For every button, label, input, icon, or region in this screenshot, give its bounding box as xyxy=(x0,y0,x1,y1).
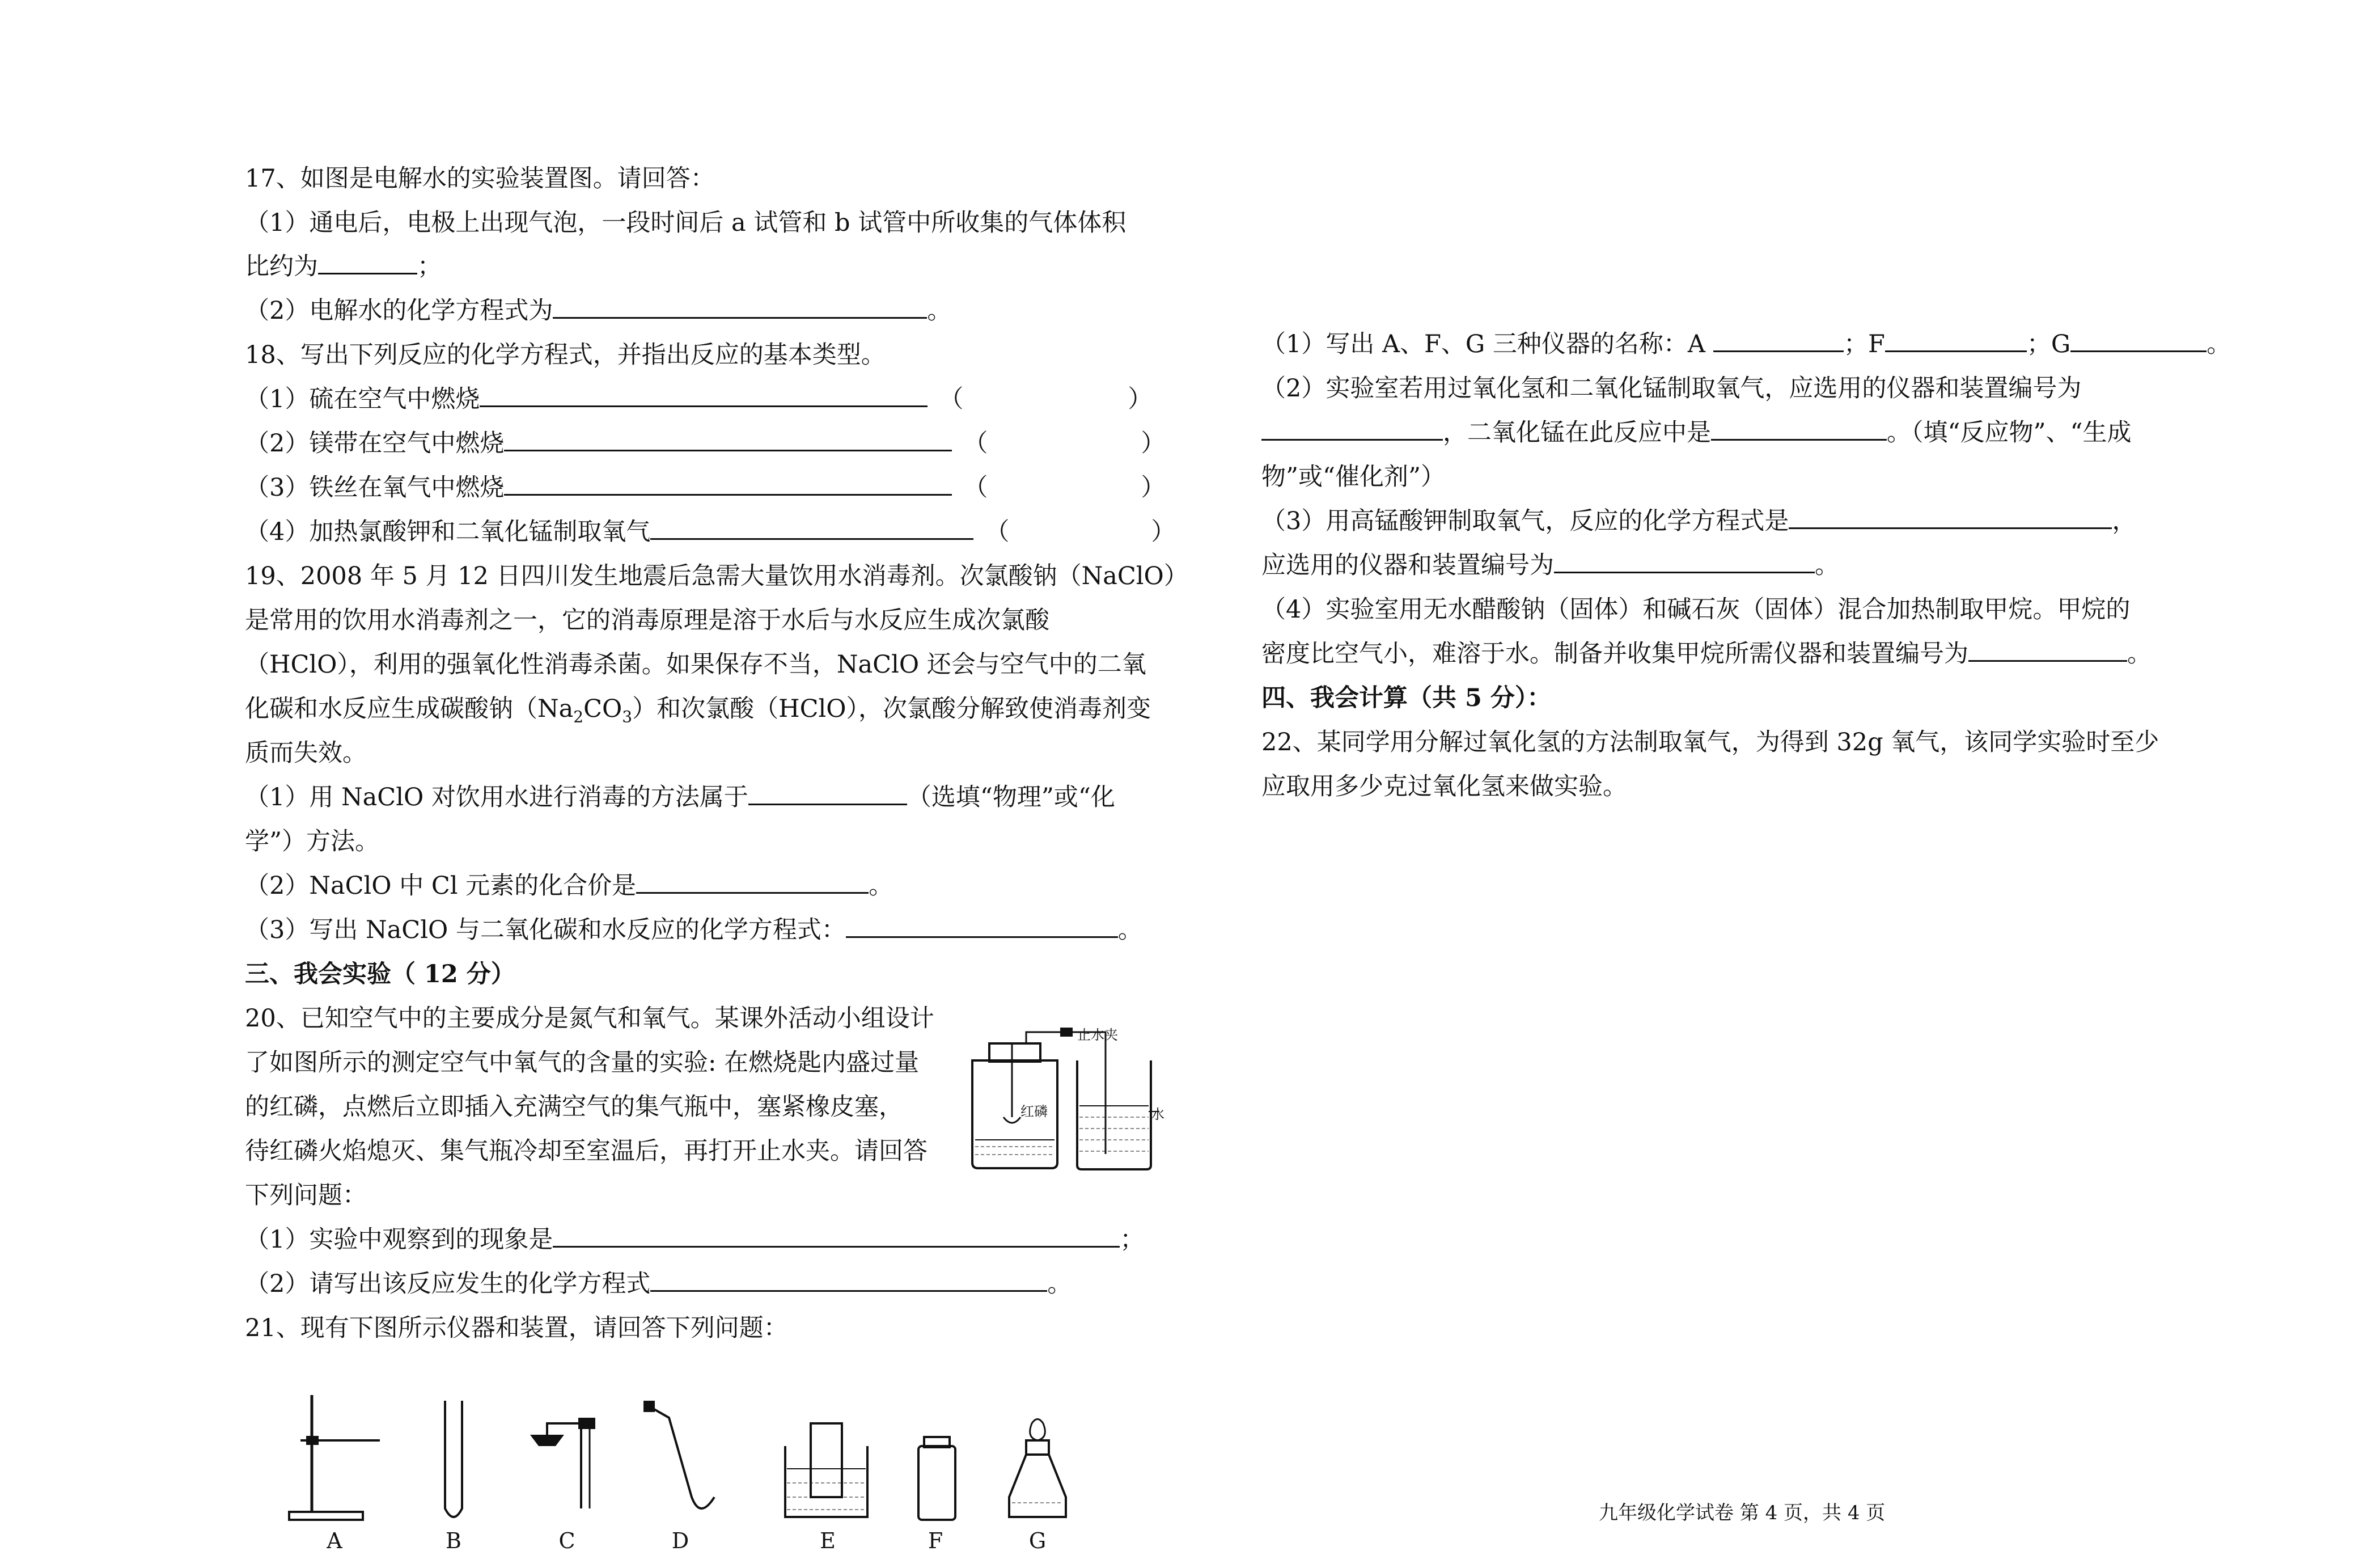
q19-part2: （2）NaClO 中 Cl 元素的化合价是 。 xyxy=(245,869,893,903)
label-clamp: 止水夹 xyxy=(1077,1027,1118,1043)
answer-blank[interactable] xyxy=(553,294,927,319)
q22-line2: 应取用多少克过氧化氢来做实验。 xyxy=(1261,772,1627,801)
label-f: F xyxy=(928,1528,943,1553)
q19-line1: 19、2008 年 5 月 12 日四川发生地震后急需大量饮用水消毒剂。次氯酸钠（NaClO） xyxy=(245,562,1188,590)
answer-blank[interactable] xyxy=(553,1223,1120,1248)
answer-blank[interactable] xyxy=(1261,416,1443,441)
answer-blank[interactable] xyxy=(318,250,417,274)
label-a: A xyxy=(327,1528,342,1553)
q19-part1-cont: 学”）方法。 xyxy=(245,827,379,856)
q17-part2: （2）电解水的化学方程式为 。 xyxy=(245,294,951,328)
section-3-heading: 三、我会实验（ 12 分） xyxy=(245,960,515,988)
answer-blank[interactable] xyxy=(1789,505,2112,529)
section-4-heading: 四、我会计算（共 5 分）： xyxy=(1261,684,1552,712)
q19-line5: 质而失效。 xyxy=(245,739,367,767)
label-e: E xyxy=(820,1528,836,1553)
q21-part3-line1: （3）用高锰酸钾制取氧气，反应的化学方程式是 ， xyxy=(1261,504,2136,538)
apparatus-f-gas-jar xyxy=(918,1437,955,1520)
q18-item-2: （2）镁带在空气中燃烧 （ ） xyxy=(245,426,1165,460)
q20-line2: 了如图所示的测定空气中氧气的含量的实验: 在燃烧匙内盛过量 xyxy=(245,1049,920,1077)
q17-part1-line1: （1）通电后，电极上出现气泡，一段时间后 a 试管和 b 试管中所收集的气体体积 xyxy=(245,209,1127,237)
q21-part4-line2: 密度比空气小，难溶于水。制备并收集甲烷所需仪器和装置编号为 。 xyxy=(1261,637,2152,671)
apparatus-b-test-tube xyxy=(445,1401,462,1517)
q19-line2: 是常用的饮用水消毒剂之一，它的消毒原理是溶于水后与水反应生成次氯酸 xyxy=(245,606,1049,635)
label-red-phosphorus: 红磷 xyxy=(1020,1104,1048,1119)
q21-part2-line1: （2）实验室若用过氧化氢和二氧化锰制取氧气，应选用的仪器和装置编号为 xyxy=(1261,374,2082,403)
q20-line3: 的红磷，点燃后立即插入充满空气的集气瓶中，塞紧橡皮塞， xyxy=(245,1093,903,1121)
answer-blank[interactable] xyxy=(480,383,928,407)
answer-blank[interactable] xyxy=(1554,549,1815,573)
label-g: G xyxy=(1028,1528,1047,1553)
q21-part2-line3: 物”或“催化剂”） xyxy=(1261,463,1445,491)
q21-part3-line2: 应选用的仪器和装置编号为 。 xyxy=(1261,548,1839,582)
answer-blank[interactable] xyxy=(636,869,869,894)
label-d: D xyxy=(671,1528,689,1553)
page-footer: 九年级化学试卷 第 4 页，共 4 页 xyxy=(1599,1502,1886,1524)
answer-blank[interactable] xyxy=(1713,328,1844,352)
answer-blank[interactable] xyxy=(650,515,973,540)
q22-line1: 22、某同学用分解过氧化氢的方法制取氧气，为得到 32g 氧气，该同学实验时至少 xyxy=(1261,728,2159,756)
q21-stem: 21、现有下图所示仪器和装置，请回答下列问题： xyxy=(245,1314,788,1342)
q17-part1-line2: 比约为 ； xyxy=(245,250,442,284)
answer-blank[interactable] xyxy=(1885,328,2027,352)
q19-part1: （1）用 NaClO 对饮用水进行消毒的方法属于 （选填“物理”或“化 xyxy=(245,780,1115,814)
answer-blank[interactable] xyxy=(504,471,952,496)
apparatus-d-bent-tube xyxy=(643,1401,714,1508)
apparatus-g-alcohol-lamp xyxy=(1009,1419,1066,1518)
label-b: B xyxy=(446,1528,461,1553)
q18-item-1: （1）硫在空气中燃烧 （ ） xyxy=(245,382,1152,416)
q20-line1: 20、已知空气中的主要成分是氮气和氧气。某课外活动小组设计 xyxy=(245,1004,934,1033)
q18-stem: 18、写出下列反应的化学方程式，并指出反应的基本类型。 xyxy=(245,341,886,369)
q19-part3: （3）写出 NaClO 与二氧化碳和水反应的化学方程式： 。 xyxy=(245,913,1142,947)
q21-part1: （1）写出 A、F、G 三种仪器的名称：A ；F ；G 。 xyxy=(1261,327,2231,361)
answer-blank[interactable] xyxy=(748,781,907,805)
q19-line3: （HClO），利用的强氧化性消毒杀菌。如果保存不当，NaClO 还会与空气中的二氧 xyxy=(245,650,1146,679)
q21-part2-line2: ，二氧化锰在此反应中是 。（填“反应物”、“生成 xyxy=(1261,416,2131,450)
q20-part2: （2）请写出该反应发生的化学方程式 。 xyxy=(245,1267,1072,1301)
q17-stem: 17、如图是电解水的实验装置图。请回答： xyxy=(245,164,715,193)
q21-part4-line1: （4）实验室用无水醋酸钠（固体）和碱石灰（固体）混合加热制取甲烷。甲烷的 xyxy=(1261,595,2131,624)
q20-line4: 待红磷火焰熄灭、集气瓶冷却至室温后，再打开止水夹。请回答 xyxy=(245,1137,928,1165)
q18-item-3: （3）铁丝在氧气中燃烧 （ ） xyxy=(245,471,1165,505)
answer-blank[interactable] xyxy=(846,914,1118,938)
q18-item-4: （4）加热氯酸钾和二氧化锰制取氧气 （ ） xyxy=(245,515,1175,549)
answer-blank[interactable] xyxy=(650,1267,1047,1292)
q19-line4: 化碳和水反应生成碳酸钠$(Na_2CO_3)$和次氯酸（HClO），次氯酸分解致使消毒剂变 xyxy=(245,695,1151,726)
answer-blank[interactable] xyxy=(2070,328,2207,352)
q20-apparatus-figure xyxy=(964,1026,1168,1174)
apparatus-e-water-trough xyxy=(785,1423,867,1517)
q20-part1: （1）实验中观察到的现象是 ； xyxy=(245,1223,1144,1257)
apparatus-a-iron-stand xyxy=(289,1395,380,1520)
q20-line5: 下列问题： xyxy=(245,1181,367,1210)
answer-blank[interactable] xyxy=(1711,416,1887,441)
q21-apparatus-figure xyxy=(272,1384,1123,1554)
answer-blank[interactable] xyxy=(504,427,952,451)
apparatus-c-stopper-tube xyxy=(530,1418,595,1508)
answer-blank[interactable] xyxy=(1968,637,2127,662)
label-c: C xyxy=(558,1528,575,1553)
label-water: 水 xyxy=(1151,1106,1164,1122)
